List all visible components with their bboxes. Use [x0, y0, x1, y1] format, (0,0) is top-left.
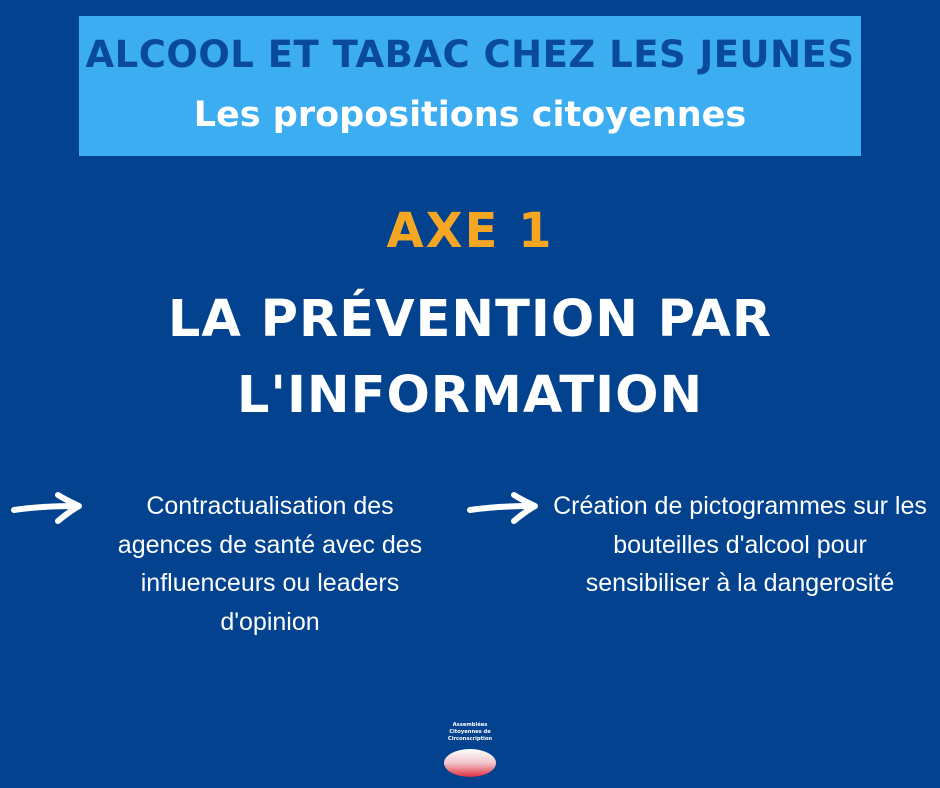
header-subtitle: Les propositions citoyennes	[193, 95, 747, 135]
axe-title: LA PRÉVENTION PAR L'INFORMATION	[167, 290, 773, 425]
assemblees-citoyennes-logo	[441, 716, 499, 780]
svg-text:Assemblées: Assemblées	[452, 722, 488, 728]
header-title: ALCOOL ET TABAC CHEZ LES JEUNES	[85, 33, 855, 76]
proposal-text: Création de pictogrammes sur les bouteilles d'alcool pour sensibiliser à la dangerosité	[553, 492, 927, 597]
svg-text:Citoyennes de: Citoyennes de	[449, 729, 491, 735]
proposal-text: Contractualisation des agences de santé avec des influenceurs ou leaders d'opinion	[117, 492, 423, 636]
arrow-right-icon	[10, 491, 86, 525]
axe-number: AXE 1	[386, 203, 554, 259]
arrow-right-icon	[466, 491, 542, 525]
svg-text:Circonscription: Circonscription	[447, 736, 493, 742]
header-banner	[79, 16, 861, 156]
